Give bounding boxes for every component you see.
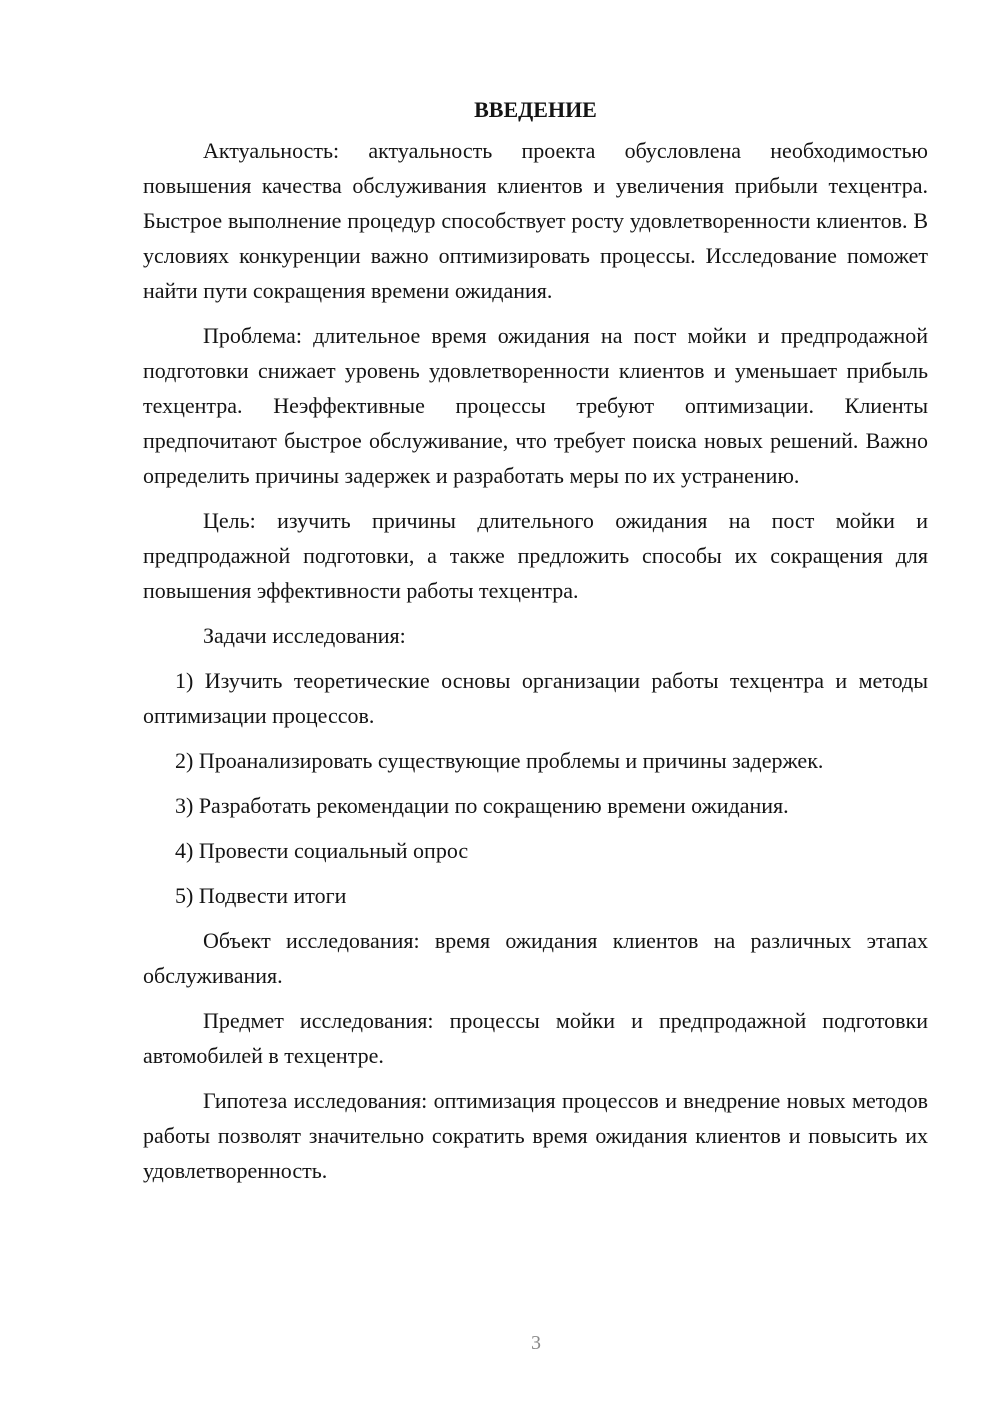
page-number: 3: [531, 1332, 541, 1354]
task-item: 5) Подвести итоги: [175, 883, 347, 908]
goal-paragraph: Цель: изучить причины длительного ожидания на пост мойки и предпродажной подготовки, а также предложить способы их сокращения для повышения эффективности работы техцентра.: [143, 508, 928, 603]
task-item: 3) Разработать рекомендации по сокращению времени ожидания.: [175, 793, 789, 818]
subject-paragraph: Предмет исследования: процессы мойки и предпродажной подготовки автомобилей в техцентре.: [143, 1008, 928, 1068]
task-item: 4) Провести социальный опрос: [175, 838, 469, 863]
tasks-list: [143, 663, 928, 913]
page-title: ВВЕДЕНИЕ: [474, 97, 597, 122]
tasks-heading: Задачи исследования:: [203, 623, 406, 648]
relevance-paragraph: Актуальность: актуальность проекта обусловлена необходимостью повышения качества обслуживания клиентов и увеличения прибыли техцентра. Быстрое выполнение процедур способствует росту удовлетворенности клиентов. В условиях конкуренции важно оптимизировать процессы. Исследование поможет найти пути сокращения времени ожидания.: [143, 138, 928, 303]
page-body: [143, 92, 928, 1188]
hypothesis-paragraph: Гипотеза исследования: оптимизация процессов и внедрение новых методов работы позволят значительно сократить время ожидания клиентов и повысить их удовлетворенность.: [143, 1088, 928, 1183]
object-paragraph: Объект исследования: время ожидания клиентов на различных этапах обслуживания.: [143, 928, 928, 988]
problem-paragraph: Проблема: длительное время ожидания на пост мойки и предпродажной подготовки снижает уровень удовлетворенности клиентов и уменьшает прибыль техцентра. Неэффективные процессы требуют оптимизации. Клиенты предпочитают быстрое обслуживание, что требует поиска новых решений. Важно определить причины задержек и разработать меры по их устранению.: [143, 323, 928, 488]
task-item: 1) Изучить теоретические основы организации работы техцентра и методы оптимизации процессов.: [143, 668, 928, 728]
task-item: 2) Проанализировать существующие проблемы и причины задержек.: [175, 748, 824, 773]
